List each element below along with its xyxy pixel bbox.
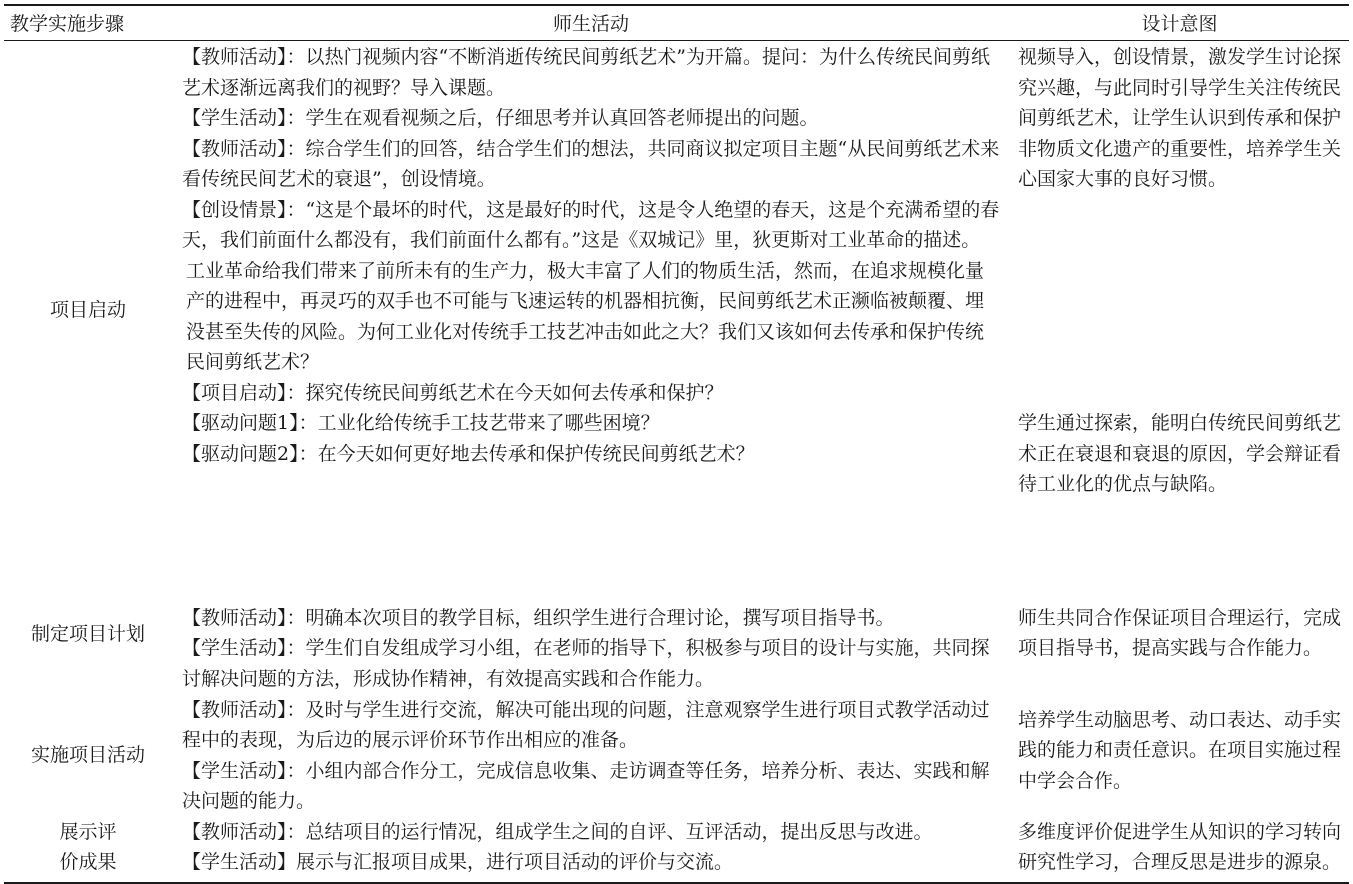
activity-text: ：综合学生们的回答，结合学生们的想法，共同商议拟定项目主题“从民间剪纸艺术来看传统民间艺术的衰退”，创设情境。 (182, 137, 1000, 190)
table-row (4, 603, 1349, 695)
activity-tag: 【项目启动】 (182, 381, 287, 404)
activity-tag: 【学生活动】 (182, 107, 287, 129)
step-label: 制定项目计划 (30, 623, 145, 646)
header-intent: 设计意图 (1010, 5, 1349, 41)
step-label: 项目启动 (49, 298, 126, 321)
activity-tag: 【学生活动】 (182, 851, 297, 873)
activity-tag: 【驱动问题2】 (182, 442, 299, 465)
activity-line (182, 847, 1002, 878)
activity-tag: 【教师活动】 (182, 137, 287, 160)
activity-text: ：小组内部合作分工，完成信息收集、走访调查等任务，培养分析、表达、实践和解决问题的能力。 (182, 759, 990, 812)
activity-cell (172, 41, 1010, 603)
step-cell (4, 695, 172, 817)
intent-text: 师生共同合作保证项目合理运行，完成项目指导书，提高实践与合作能力。 (1018, 606, 1342, 659)
activity-text: 展示与汇报项目成果，进行项目活动的评价与交流。 (296, 851, 734, 873)
activity-text: ：及时与学生进行交流，解决可能出现的问题，注意观察学生进行项目式教学活动过程中的表现，为后边的展示评价环节作出相应的准备。 (182, 698, 990, 751)
activity-cell (172, 695, 1010, 817)
activity-text: ：以热门视频内容“不断消逝传统民间剪纸艺术”为开篇。提问：为什么传统民间剪纸艺术逐渐远离我们的视野？导入课题。 (182, 46, 990, 99)
table-row (4, 695, 1349, 817)
activity-text: ：学生在观看视频之后，仔细思考并认真回答老师提出的问题。 (286, 107, 819, 129)
intent-cell (1010, 817, 1349, 883)
activity-line (182, 408, 1002, 439)
activity-text: ：探究传统民间剪纸艺术在今天如何去传承和保护？ (286, 381, 724, 404)
activity-line (182, 378, 1002, 409)
activity-line (182, 103, 1002, 134)
step-cell (4, 41, 172, 603)
step-label-line: 价成果 (59, 851, 117, 873)
table-row (4, 817, 1349, 883)
activity-tag: 【驱动问题1】 (182, 412, 299, 434)
table-header (4, 5, 1349, 41)
intent-text: 多维度评价促进学生从知识的学习转向研究性学习，合理反思是进步的源泉。 (1018, 820, 1342, 873)
activity-line (182, 256, 1002, 378)
activity-text: 工业革命给我们带来了前所未有的生产力，极大丰富了人们的物质生活，然而，在追求规模化量产的进程中，再灵巧的双手也不可能与飞速运转的机器相抗衡，民间剪纸艺术正濒临被颠覆、埋没甚至失传的风险。为何工业化对传统手工技艺冲击如此之大？我们又该如何去传承和保护传统民间剪纸艺术？ (186, 259, 985, 373)
activity-line (182, 633, 1002, 694)
activity-text: ：明确本次项目的教学目标，组织学生进行合理讨论，撰写项目指导书。 (286, 606, 895, 629)
activity-line (182, 756, 1002, 817)
activity-tag: 【教师活动】 (182, 606, 287, 629)
intent-cell (1010, 603, 1349, 695)
table-row (4, 41, 1349, 603)
intent-cell (1010, 41, 1349, 603)
activity-line (182, 695, 1002, 756)
activity-cell (172, 817, 1010, 883)
activity-cell (172, 603, 1010, 695)
activity-text: ：总结项目的运行情况，组成学生之间的自评、互评活动，提出反思与改进。 (286, 820, 933, 843)
teaching-steps-table (4, 4, 1349, 884)
activity-line (182, 817, 1002, 848)
intent-text: 培养学生动脑思考、动口表达、动手实践的能力和责任意识。在项目实施过程中学会合作。 (1018, 708, 1342, 792)
intent-text: 视频导入，创设情景，激发学生讨论探究兴趣，与此同时引导学生关注传统民间剪纸艺术，让学生认识到传承和保护非物质文化遗产的重要性，培养学生关心国家大事的良好习惯。 (1018, 46, 1342, 190)
activity-line (182, 195, 1002, 256)
activity-text: ：学生们自发组成学习小组，在老师的指导下，积极参与项目的设计与实施，共同探讨解决问题的方法，形成协作精神，有效提高实践和合作能力。 (182, 637, 990, 690)
header-activity: 师生活动 (172, 5, 1010, 41)
header-row (4, 5, 1349, 41)
activity-text: ：在今天如何更好地去传承和保护传统民间剪纸艺术？ (298, 442, 755, 465)
activity-tag: 【学生活动】 (182, 759, 287, 782)
activity-tag: 【教师活动】 (182, 46, 287, 68)
step-label-line: 展示评 (59, 820, 117, 843)
intent-text: 学生通过探索，能明白传统民间剪纸艺术正在衰退和衰退的原因，学会辩证看待工业化的优点与缺陷。 (1018, 412, 1342, 495)
step-label: 实施项目活动 (30, 744, 145, 767)
activity-tag: 【教师活动】 (182, 820, 287, 843)
step-cell (4, 817, 172, 883)
step-cell (4, 603, 172, 695)
header-step: 教学实施步骤 (4, 5, 172, 41)
activity-line (182, 134, 1002, 195)
activity-text: ：工业化给传统手工技艺带来了哪些困境？ (298, 412, 660, 434)
activity-line (182, 603, 1002, 634)
intent-cell (1010, 695, 1349, 817)
activity-line (182, 42, 1002, 103)
activity-tag: 【学生活动】 (182, 637, 287, 659)
activity-tag: 【创设情景】 (182, 198, 287, 221)
activity-line (182, 439, 1002, 470)
activity-text: ：“这是个最坏的时代，这是最好的时代，这是令人绝望的春天，这是个充满希望的春天，我们前面什么都没有，我们前面什么都有。”这是《双城记》里，狄更斯对工业革命的描述。 (182, 198, 1000, 251)
activity-tag: 【教师活动】 (182, 698, 287, 721)
